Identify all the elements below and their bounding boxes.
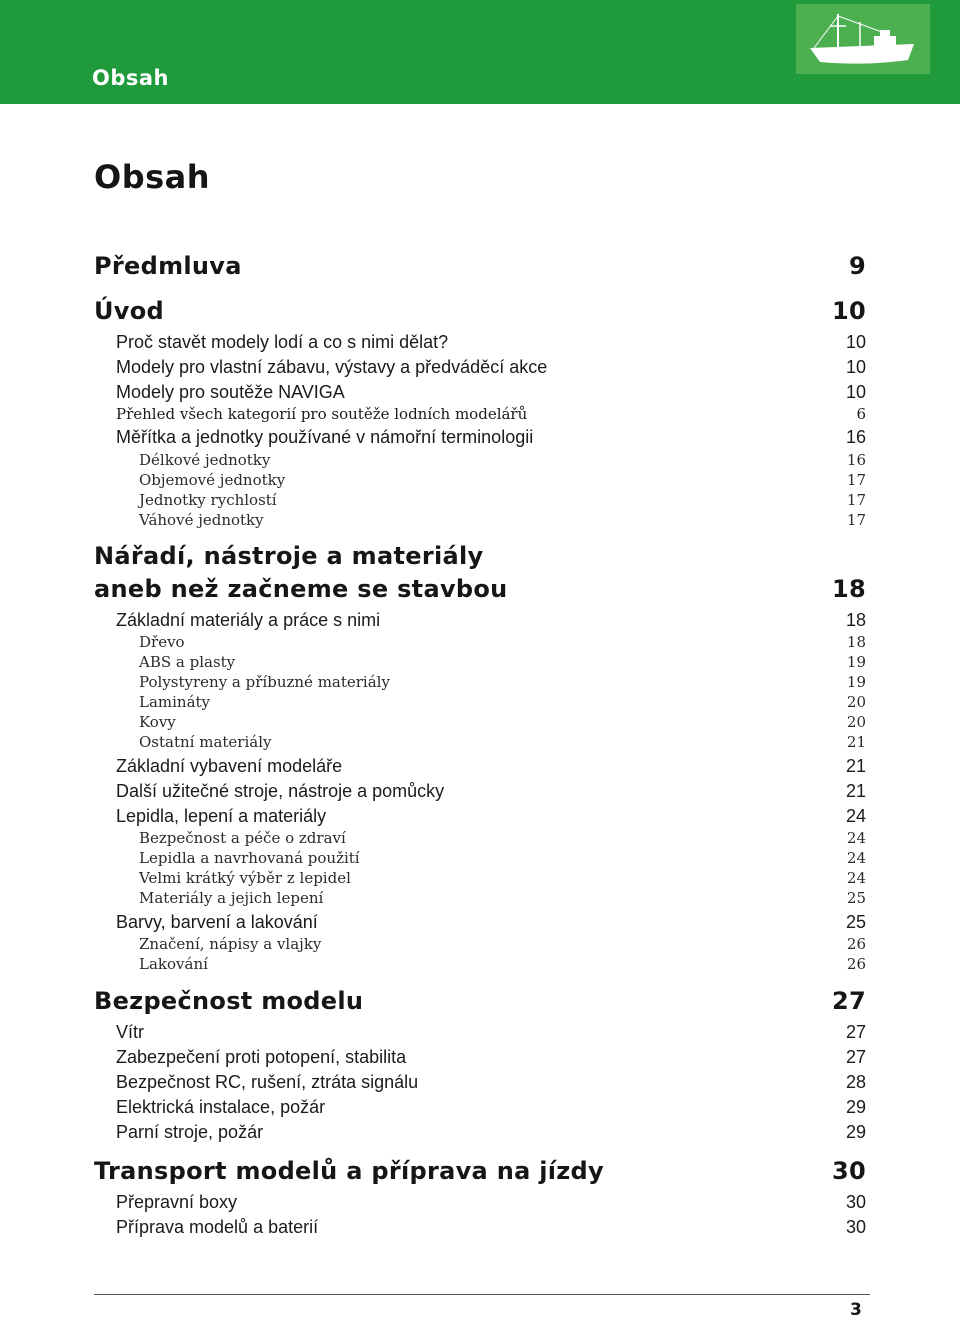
toc-entry-title: Značení, nápisy a vlajky <box>139 935 322 953</box>
toc-entry-title: Délkové jednotky <box>139 451 271 469</box>
toc-entry-page: 27 <box>832 987 866 1015</box>
toc-entry <box>94 252 866 280</box>
toc-entry <box>94 542 866 570</box>
toc-entry-title: Polystyreny a příbuzné materiály <box>139 673 390 691</box>
toc-entry-page: 20 <box>846 713 866 731</box>
toc-entry-page: 24 <box>846 869 866 887</box>
toc-entry <box>94 987 866 1015</box>
toc-entry-page: 27 <box>845 1047 866 1067</box>
toc-entry-page: 10 <box>845 382 866 402</box>
toc-entry-title: Lamináty <box>139 693 211 711</box>
toc-entry-title: Ostatní materiály <box>139 733 272 751</box>
toc-entry-page: 6 <box>856 405 866 423</box>
toc-entry-page: 29 <box>845 1097 866 1117</box>
toc-entry <box>94 673 866 691</box>
toc-entry-page: 10 <box>832 297 866 325</box>
toc-entry <box>94 806 866 827</box>
ship-logo <box>796 4 930 74</box>
toc-entry-title: Základní vybavení modeláře <box>116 756 343 776</box>
footer-rule <box>94 1294 870 1295</box>
toc-entry-title: Základní materiály a práce s nimi <box>116 610 381 630</box>
toc-entry-page: 18 <box>846 633 866 651</box>
toc-entry-page: 10 <box>845 357 866 377</box>
toc-entry-title: Vítr <box>116 1022 145 1042</box>
toc-entry-page: 26 <box>846 935 866 953</box>
toc-entry <box>94 912 866 933</box>
toc-entry <box>94 1072 866 1093</box>
toc-entry-title: Nářadí, nástroje a materiály <box>94 542 484 570</box>
toc-entry-title: Předmluva <box>94 252 242 280</box>
toc-entry-page: 17 <box>846 511 866 529</box>
toc-entry-title: aneb než začneme se stavbou <box>94 575 508 603</box>
toc-entry <box>94 427 866 448</box>
toc-entry <box>94 781 866 802</box>
toc-entry-page: 18 <box>832 575 866 603</box>
toc-entry-title: Proč stavět modely lodí a co s nimi dělat? <box>116 332 449 352</box>
toc-entry <box>94 653 866 671</box>
toc-entry-title: Transport modelů a příprava na jízdy <box>94 1157 604 1185</box>
toc-entry-page: 21 <box>845 781 866 801</box>
toc-entry-page: 26 <box>846 955 866 973</box>
toc-entry <box>94 511 866 529</box>
toc-entry <box>94 1047 866 1068</box>
toc-entry <box>94 610 866 631</box>
toc-entry <box>94 955 866 973</box>
toc-entry <box>94 829 866 847</box>
toc-entry <box>94 297 866 325</box>
toc-entry-page: 30 <box>832 1157 866 1185</box>
toc-entry <box>94 889 866 907</box>
toc-entry-page: 24 <box>845 806 866 826</box>
toc-entry-title: Jednotky rychlostí <box>139 491 277 509</box>
toc-entry-page: 19 <box>846 653 866 671</box>
toc-entry <box>94 451 866 469</box>
toc-entry <box>94 1097 866 1118</box>
toc-entry <box>94 1022 866 1043</box>
toc-entry <box>94 382 866 403</box>
toc-entry-title: Parní stroje, požár <box>116 1122 264 1142</box>
ship-icon <box>796 4 930 74</box>
toc-entry-title: Úvod <box>94 297 165 325</box>
toc-entry <box>94 1217 866 1238</box>
toc-entry-page: 18 <box>845 610 866 630</box>
toc-entry-title: Váhové jednotky <box>139 511 264 529</box>
toc-entry-page: 10 <box>845 332 866 352</box>
toc-entry-page: 9 <box>849 252 866 280</box>
toc-entry-title: ABS a plasty <box>139 653 236 671</box>
toc-entry-title: Barvy, barvení a lakování <box>116 912 318 932</box>
header-label: Obsah <box>92 66 170 90</box>
toc-entry <box>94 491 866 509</box>
toc-entry <box>94 1122 866 1143</box>
toc-entry-title: Modely pro soutěže NAVIGA <box>116 382 345 402</box>
toc-entry-page: 24 <box>846 849 866 867</box>
toc-entry-page: 16 <box>845 427 866 447</box>
toc-entry <box>94 471 866 489</box>
toc-entry-title: Kovy <box>139 713 176 731</box>
toc-entry-title: Další užitečné stroje, nástroje a pomůcky <box>116 781 445 801</box>
toc-entry-page: 19 <box>846 673 866 691</box>
toc-entry-title: Elektrická instalace, požár <box>116 1097 326 1117</box>
toc-entry-page: 27 <box>845 1022 866 1042</box>
toc-entry-page: 25 <box>845 912 866 932</box>
toc-entry <box>94 1157 866 1185</box>
toc-entry <box>94 869 866 887</box>
toc-entry <box>94 733 866 751</box>
toc-entry-title: Lakování <box>139 955 208 973</box>
toc-entry-title: Lepidla, lepení a materiály <box>116 806 327 826</box>
toc-entry <box>94 935 866 953</box>
toc-entry-title: Přepravní boxy <box>116 1192 238 1212</box>
toc-entry <box>94 693 866 711</box>
toc-entry-title: Zabezpečení proti potopení, stabilita <box>116 1047 407 1067</box>
page-title: Obsah <box>94 158 211 196</box>
toc-entry-title: Přehled všech kategorií pro soutěže lodních modelářů <box>116 405 528 423</box>
toc-entry <box>94 713 866 731</box>
toc-entry-title: Dřevo <box>139 633 185 651</box>
toc-entry-page: 17 <box>846 491 866 509</box>
toc-entry-page: 20 <box>846 693 866 711</box>
toc-entry-page: 21 <box>845 756 866 776</box>
toc-entry-page: 29 <box>845 1122 866 1142</box>
toc-entry-page: 28 <box>845 1072 866 1092</box>
toc-entry <box>94 633 866 651</box>
toc-entry-title: Modely pro vlastní zábavu, výstavy a předváděcí akce <box>116 357 548 377</box>
page-number: 3 <box>850 1300 862 1320</box>
toc-entry-page: 17 <box>846 471 866 489</box>
toc-entry-page: 24 <box>846 829 866 847</box>
toc-entry-page: 30 <box>845 1217 866 1237</box>
toc-entry-title: Velmi krátký výběr z lepidel <box>139 869 351 887</box>
toc-entry-title: Lepidla a navrhovaná použití <box>139 849 360 867</box>
toc-entry-page: 30 <box>845 1192 866 1212</box>
toc-entry <box>94 849 866 867</box>
toc-entry <box>94 357 866 378</box>
toc-entry-title: Materiály a jejich lepení <box>139 889 324 907</box>
toc-entry-title: Měřítka a jednotky používané v námořní terminologii <box>116 427 534 447</box>
toc-entry-title: Objemové jednotky <box>139 471 286 489</box>
toc-entry-title: Bezpečnost a péče o zdraví <box>139 829 346 847</box>
toc-entry <box>94 756 866 777</box>
toc-entry-page: 16 <box>846 451 866 469</box>
toc-entry <box>94 332 866 353</box>
toc-entry <box>94 575 866 603</box>
toc-entry-title: Příprava modelů a baterií <box>116 1217 319 1237</box>
toc-entry-title: Bezpečnost modelu <box>94 987 364 1015</box>
toc-entry-title: Bezpečnost RC, rušení, ztráta signálu <box>116 1072 419 1092</box>
toc-entry <box>94 405 866 423</box>
toc-entry-page: 25 <box>846 889 866 907</box>
toc-entry <box>94 1192 866 1213</box>
toc-entry-page: 21 <box>846 733 866 751</box>
